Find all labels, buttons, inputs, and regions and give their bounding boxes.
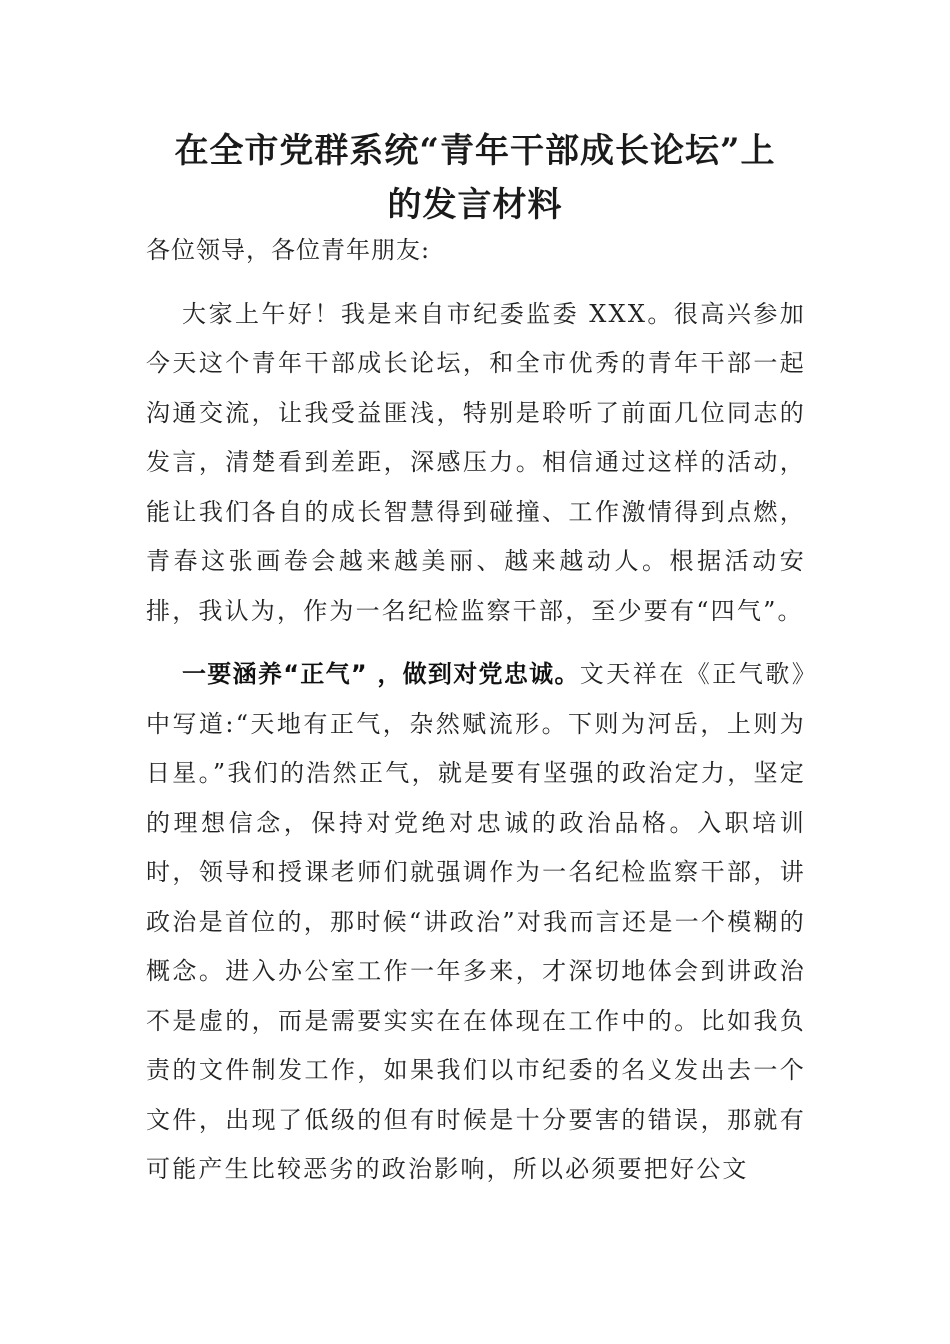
paragraph-2-lead: 一要涵养“正气” ，做到对党忠诚。 — [182, 660, 580, 688]
paragraph-2-body: 文天祥在《正气歌》中写道:“天地有正气，杂然赋流形。下则为河岳，上则为日星。”我们的浩然正气，就是要有坚强的政治定力，坚定的理想信念，保持对党绝对忠诚的政治品格。入职培训时，领导和授课老师们就强调作为一名纪检监察干部，讲政治是首位的，那时候“讲政治”对我而言还是一个模糊的概念。进入办公室工作一年多来，才深切地体会到讲政治不是虚的，而是需要实实在在体现在工作中的。比如我负责的文件制发工作，如果我们以市纪委的名义发出去一个文件，出现了低级的但有时候是十分要害的错误，那就有可能产生比较恶劣的政治影响，所以必须要把好公文 — [146, 660, 806, 1183]
title-line-2: 的发言材料 — [387, 185, 563, 225]
paragraph-2 — [146, 650, 806, 1195]
salutation: 各位领导，各位青年朋友: — [146, 236, 431, 264]
document-title — [120, 124, 830, 232]
paragraph-1: 大家上午好！我是来自市纪委监委 XXX。很高兴参加今天这个青年干部成长论坛，和全市优秀的青年干部一起沟通交流，让我受益匪浅，特别是聆听了前面几位同志的发言，清楚看到差距，深感压力。相信通过这样的活动，能让我们各自的成长智慧得到碰撞、工作激情得到点燃，青春这张画卷会越来越美丽、越来越动人。根据活动安排，我认为，作为一名纪检监察干部，至少要有“四气”。 — [146, 299, 806, 625]
title-line-1: 在全市党群系统“青年干部成长论坛”上 — [174, 131, 776, 171]
document-body — [146, 226, 806, 1209]
